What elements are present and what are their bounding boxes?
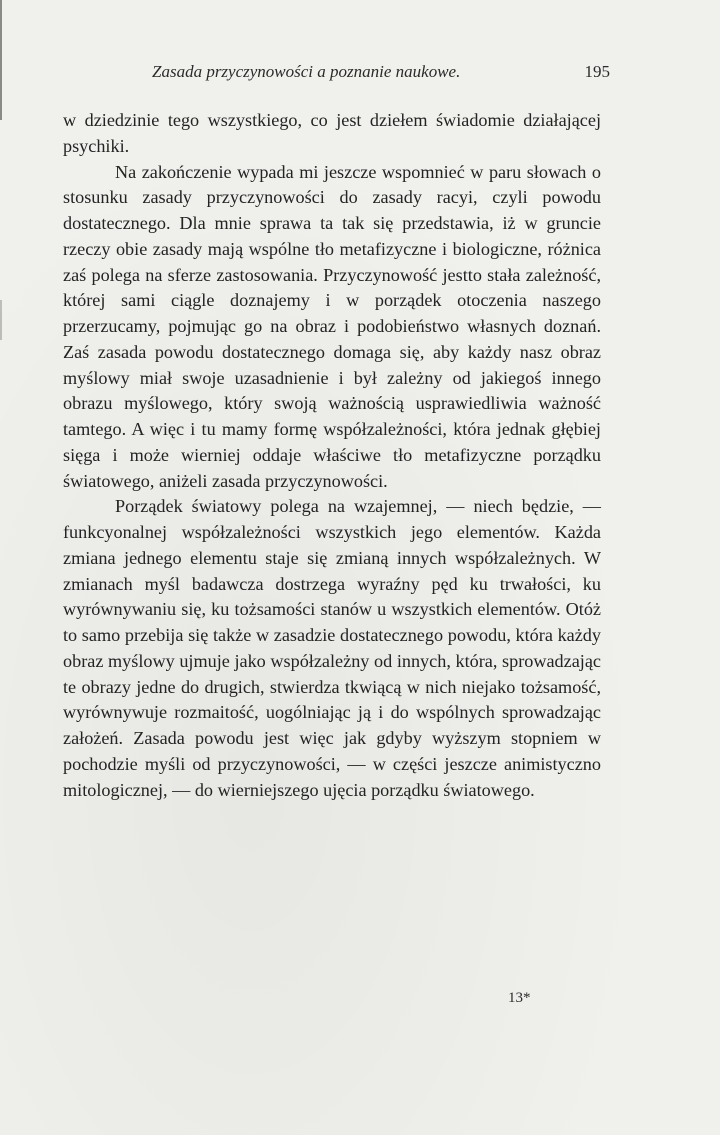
page-header: [70, 60, 610, 88]
printer-signature: 13*: [508, 990, 531, 1006]
margin-scan-edge: [0, 0, 2, 120]
paragraph-world-order: Porządek światowy polega na wzajemnej, — niech będzie, — funkcyonalnej współzależności wszystkich jego elementów. Każda zmiana jednego elementu staje się zmianą innych współzależnych. W zmianach myśl badawcza dostrzega wyraźny pęd ku trwałości, ku wyrównywaniu się, ku tożsamości stanów u wszystkich elementów. Otóż to samo przebija się także w zasadzie dostatecznego powodu, która każdy obraz myślowy ujmuje jako współzależny od innych, która, sprowadzając te obrazy jedne do drugich, stwierdza tkwiącą w nich niejako tożsamość, wyrównywuje rozmaitość, uogólniając ją i do wspólnych sprowadzając założeń. Zasada powodu jest więc jak gdyby wyższym stopniem w pochodzie myśli od przyczynowości, — w części jeszcze animistyczno mitologicznej, — do wierniejszego ujęcia porządku światowego.: [63, 496, 601, 800]
page-number: 195: [584, 62, 610, 81]
paragraph-causality-reason: Na zakończenie wypada mi jeszcze wspomnieć w paru słowach o stosunku zasady przyczynowości do zasady racyi, czyli powodu dostatecznego. Dla mnie sprawa ta tak się przedstawia, iż w gruncie rzeczy obie zasady mają wspólne tło metafizyczne i biologiczne, różnica zaś polega na sferze zastosowania. Przyczynowość jestto stała zależność, której sami ciągle doznajemy i w porządek otoczenia naszego przerzucamy, pojmując go na obraz i podobieństwo własnych doznań. Zaś zasada powodu dostatecznego domaga się, aby każdy nasz obraz myślowy miał swoje uzasadnienie i był zależny od jakiegoś innego obrazu myślowego, który swoją ważnością usprawiedliwia ważność tamtego. A więc i tu mamy formę współzależności, która jednak głębiej sięga i może wierniej oddaje właściwe tło metafizyczne porządku światowego, aniżeli zasada przyczynowości.: [63, 161, 601, 491]
running-title: Zasada przyczynowości a poznanie naukowe.: [152, 62, 461, 81]
body-text: [63, 108, 601, 803]
paragraph-continuation: w dziedzinie tego wszystkiego, co jest dziełem świadomie działającej psychiki.: [63, 110, 601, 156]
margin-scan-edge-mark: [0, 300, 2, 340]
